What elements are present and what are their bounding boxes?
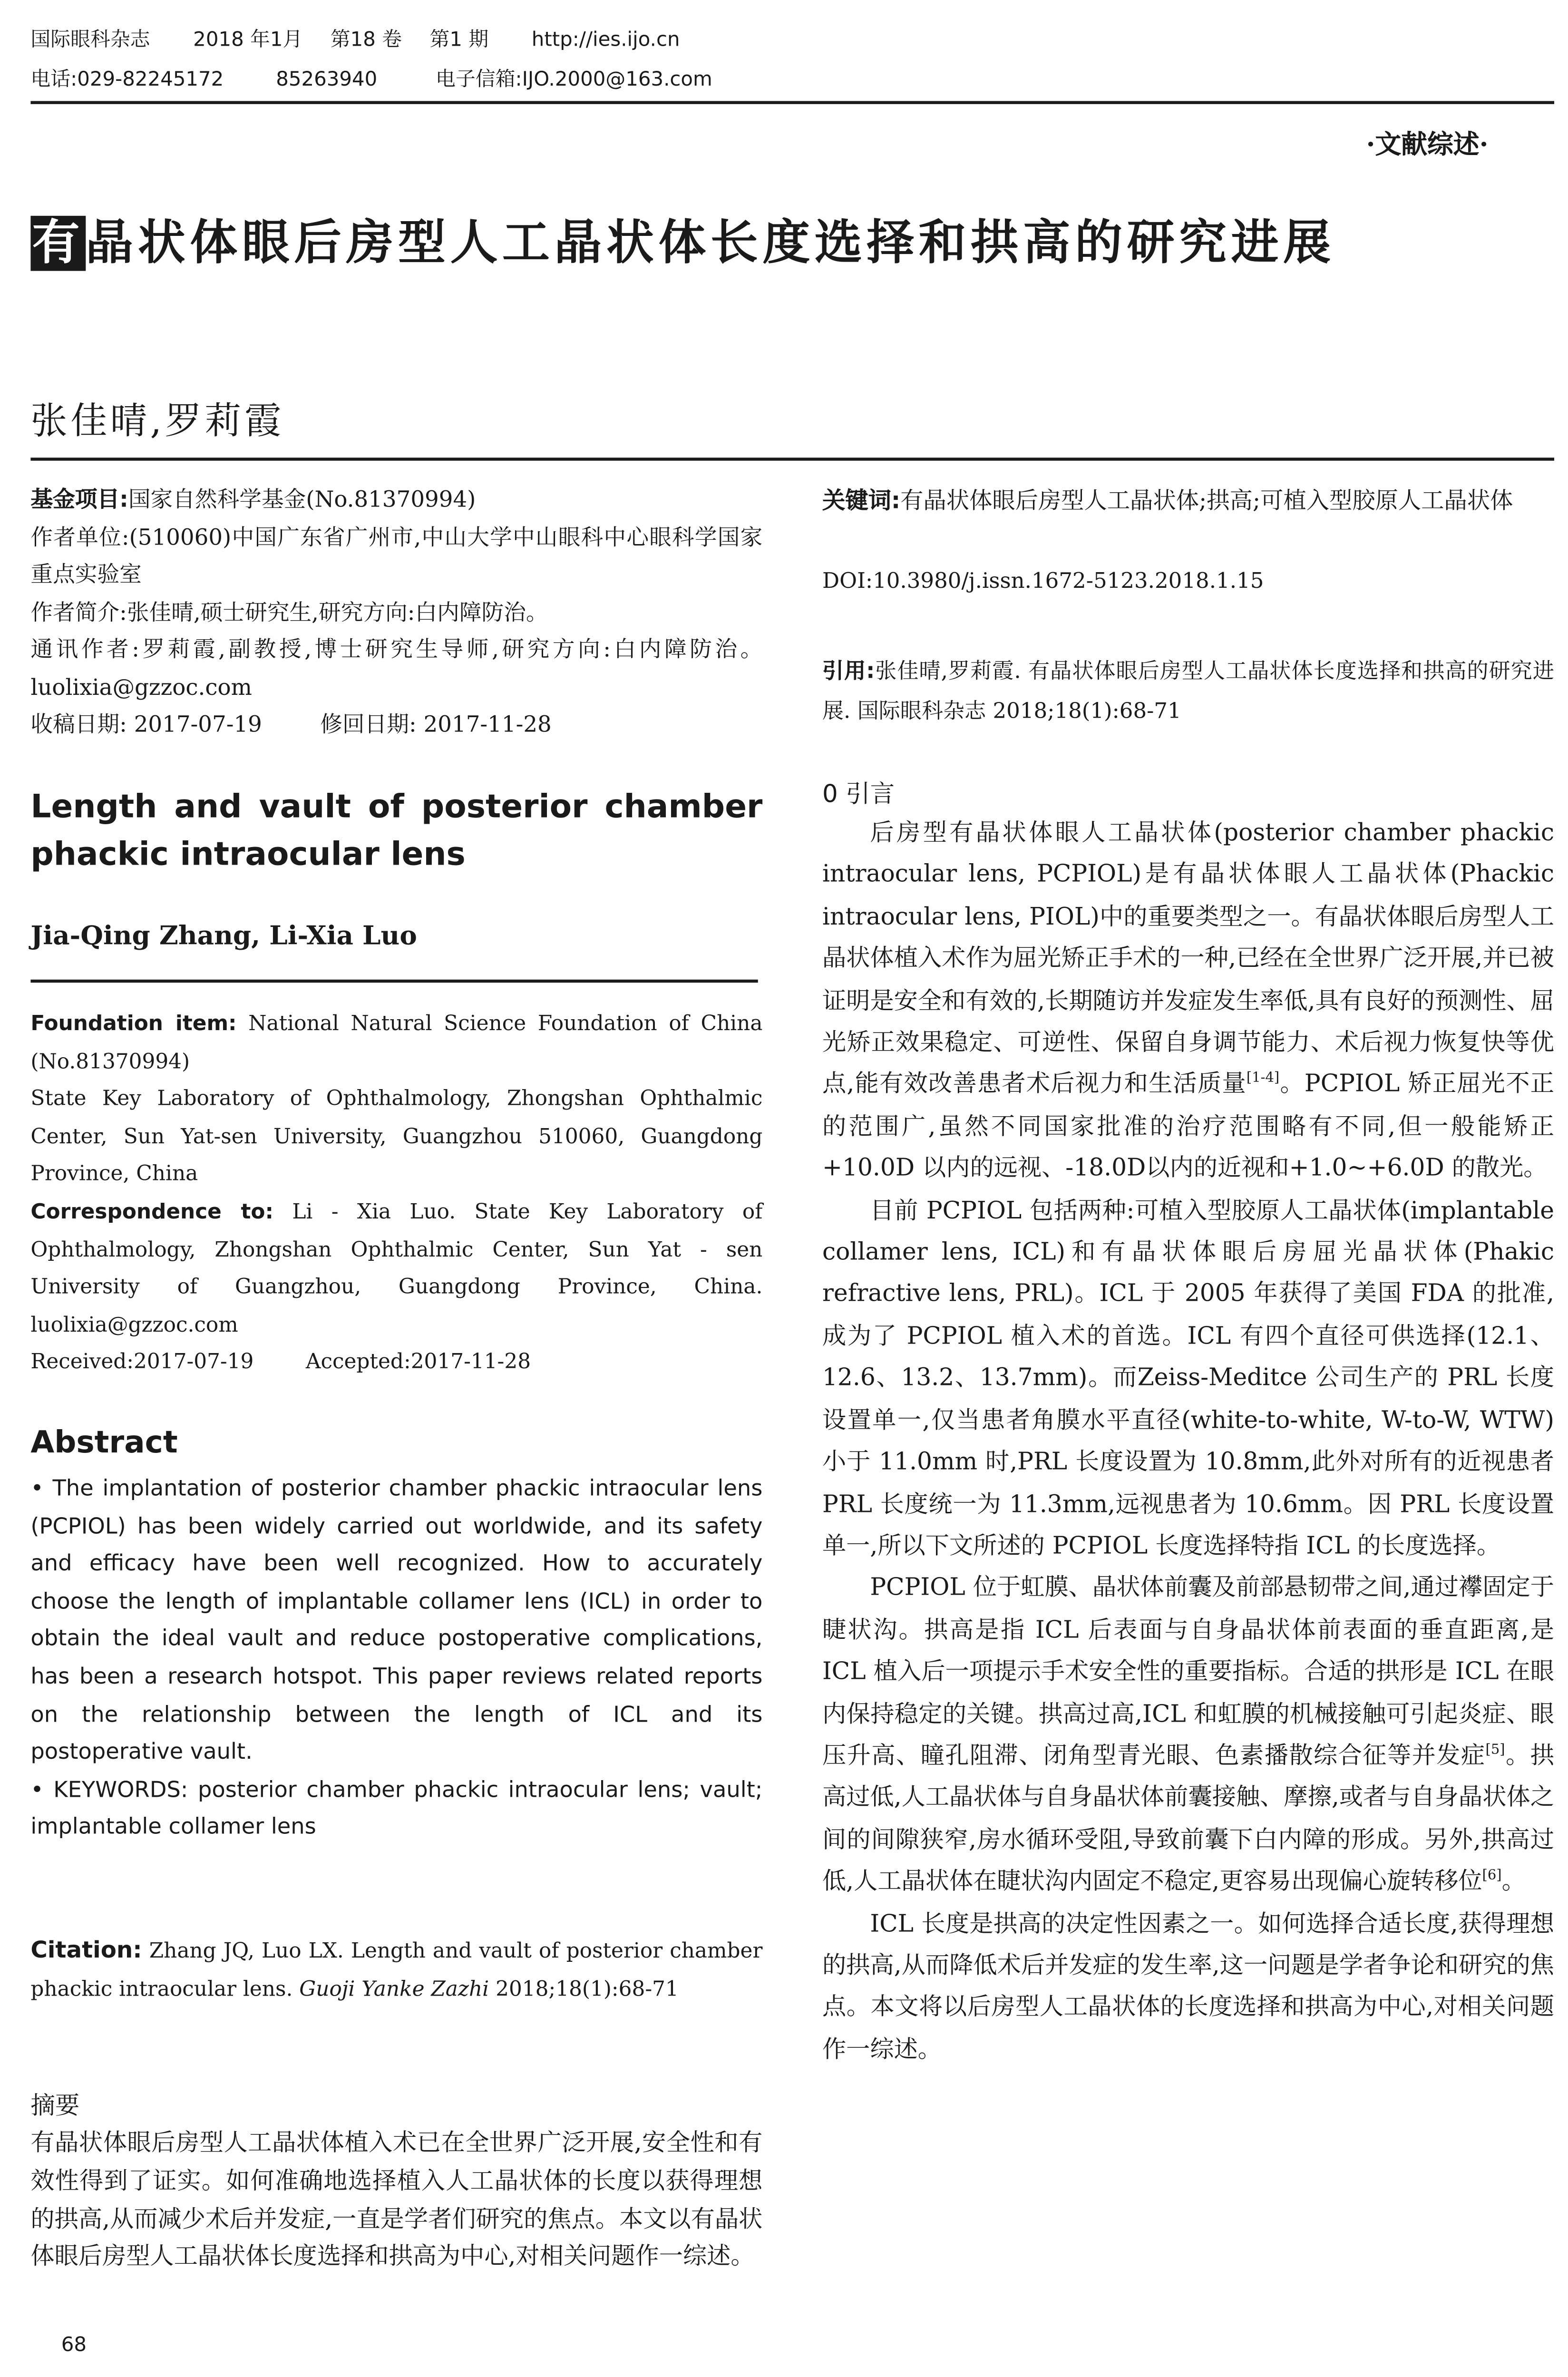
- email[interactable]: 电子信箱:IJO.2000@163.com: [436, 68, 712, 92]
- header-line-1: [30, 28, 680, 55]
- article-title: [30, 205, 1562, 282]
- author-unit: 作者单位:(510060)中国广东省广州市,中山大学中山眼科中心眼科学国家重点实验室: [30, 526, 763, 588]
- keywords: [822, 482, 1554, 520]
- intro-paragraph-1: 后房型有晶状体眼人工晶状体(posterior chamber phackic intraocular lens, PCPIOL)是有晶状体眼人工晶状体(Phackic intraocular lens, PIOL)中的重要类型之一。有晶状体眼后房型人工晶状体植入术作为屈光矫正手术的一种,已经在全世界广泛开展,并已被证明是安全和有效的,长期随访并发症发生率低,具有良好的预测性、屈光矫正效果稳定、可逆性、保留自身调节能力、术后视力恢复快等优点,能有效改善患者术后视力和生活质量[1-4]。PCPIOL 矫正屈光不正的范围广,虽然不同国家批准的治疗范围略有不同,但一般能矫正+10.0D 以内的远视、-18.0D以内的近视和+1.0~+6.0D 的散光。: [822, 818, 1554, 1182]
- header-line-2: [30, 68, 712, 95]
- english-meta: [30, 1005, 762, 1382]
- authors-cn: 张佳晴,罗莉霞: [30, 399, 284, 443]
- doi[interactable]: DOI:10.3980/j.issn.1672-5123.2018.1.15: [822, 569, 1264, 594]
- phone-2: 85263940: [276, 68, 378, 92]
- correspondence: Li - Xia Luo. State Key Laboratory of Ophthalmology, Zhongshan Ophthalmic Center, Sun Yat - sen University of Guangzhou, Guangdong Province, China. luolixia@gzzoc.com: [30, 1200, 763, 1337]
- zhaiyao-heading: 摘要: [30, 2091, 80, 2120]
- volume: 第18 卷: [330, 29, 402, 52]
- fund-label: 基金项目:: [30, 488, 128, 513]
- citation-label: Citation:: [30, 1936, 142, 1964]
- citation-tail: 2018;18(1):68-71: [489, 1977, 679, 2002]
- header-rule: [30, 101, 1554, 104]
- abstract-body: [30, 1471, 762, 1848]
- intro-paragraph-3: PCPIOL 位于虹膜、晶状体前囊及前部悬韧带之间,通过襻固定于睫状沟。拱高是指 ICL 后表面与自身晶状体前表面的垂直距离,是 ICL 植入后一项提示手术安全性的重要指标。合适的拱形是 ICL 在眼内保持稳定的关键。拱高过高,ICL 和虹膜的机械接触可引起炎症、眼压升高、瞳孔阻滞、闭角型青光眼、色素播散综合征等并发症[5]。拱高过低,人工晶状体与自身晶状体前囊接触、摩擦,或者与自身晶状体之间的间隙狭窄,房水循环受阻,导致前囊下白内障的形成。另外,拱高过低,人工晶状体在睫状沟内固定不稳定,更容易出现偏心旋转移位[6]。: [822, 1574, 1554, 1895]
- author-bio: 作者简介:张佳晴,硕士研究生,研究方向:白内障防治。: [30, 601, 548, 625]
- cn-citation: [822, 652, 1554, 731]
- keywords-label: 关键词:: [822, 487, 901, 515]
- keywords-text: 有晶状体眼后房型人工晶状体;拱高;可植入型胶原人工晶状体: [900, 487, 1513, 515]
- english-title: Length and vault of posterior chamber phackic intraocular lens: [30, 788, 763, 873]
- ref-5[interactable]: [5]: [1485, 1743, 1505, 1759]
- ref-1-4[interactable]: [1-4]: [1246, 1072, 1280, 1087]
- en-received: Received:2017-07-19: [30, 1350, 254, 1375]
- intro-paragraph-2: 目前 PCPIOL 包括两种:可植入型胶原人工晶状体(implantable collamer lens, ICL)和有晶状体眼后房屈光晶状体(Phakic refractive lens, PRL)。ICL 于 2005 年获得了美国 FDA 的批准,成为了 PCPIOL 植入术的首选。ICL 有四个直径可供选择(12.1、12.6、13.2、13.7mm)。而Zeiss-Meditce 公司生产的 PRL 长度设置单一,仅当患者角膜水平直径(white-to-white, W-to-W, WTW)小于 11.0mm 时,PRL 长度设置为 10.8mm,此外对所有的近视患者 PRL 长度统一为 11.3mm,远视患者为 10.6mm。因 PRL 长度设置单一,所以下文所述的 PCPIOL 长度选择特指 ICL 的长度选择。: [822, 1196, 1554, 1560]
- intro-heading: 0 引言: [822, 779, 895, 809]
- abstract-heading: Abstract: [30, 1423, 178, 1461]
- abstract-paragraph: • The implantation of posterior chamber phackic intraocular lens (PCPIOL) has been widely carried out worldwide, and its safety and efficacy have been well recognized. How to accurately choose the length of implantable collamer lens (ICL) in order to obtain the ideal vault and reduce postoperative complications, has been a research hotspot. This paper reviews related reports on the relationship between the length of ICL and its postoperative vault.: [30, 1477, 763, 1765]
- citation-text: Zhang JQ, Luo LX. Length and vault of posterior chamber phackic intraocular lens.: [30, 1939, 763, 2002]
- en-dates-line: [30, 1344, 762, 1382]
- revised-date: 修回日期: 2017-11-28: [320, 713, 552, 738]
- intro-paragraph-4: ICL 长度是拱高的决定性因素之一。如何选择合适长度,获得理想的拱高,从而降低术后并发症的发生率,这一问题是学者争论和研究的焦点。本文将以后房型人工晶状体的长度选择和拱高为中心,对相关问题作一综述。: [822, 1909, 1554, 2063]
- journal-name: 国际眼科杂志: [30, 29, 150, 52]
- journal-url[interactable]: http://ies.ijo.cn: [531, 29, 680, 52]
- intro-body: [822, 813, 1554, 2071]
- page-number: 68: [61, 2334, 87, 2358]
- dates-line: [30, 707, 762, 745]
- cn-citation-label: 引用:: [822, 660, 875, 684]
- en-accepted: Accepted:2017-11-28: [305, 1350, 531, 1375]
- affiliation: State Key Laboratory of Ophthalmology, Zhongshan Ophthalmic Center, Sun Yat-sen University, Guangzhou 510060, Guangdong Province, China: [30, 1087, 763, 1187]
- english-authors: Jia-Qing Zhang, Li-Xia Luo: [30, 921, 417, 952]
- corresponding-author: 通讯作者:罗莉霞,副教授,博士研究生导师,研究方向:白内障防治。luolixia@gzzoc.com: [30, 638, 763, 701]
- issue: 第1 期: [429, 29, 489, 52]
- correspondence-line: [30, 1194, 762, 1344]
- title-rest: 晶状体眼后房型人工晶状体长度选择和拱高的研究进展: [86, 215, 1335, 271]
- foundation: National Natural Science Foundation of China (No.81370994): [30, 1012, 763, 1074]
- foundation-label: Foundation item:: [30, 1012, 237, 1036]
- section-tag: ·文献综述·: [1366, 130, 1489, 161]
- citation-journal: Guoji Yanke Zazhi: [299, 1977, 489, 2002]
- phone: 电话:029-82245172: [30, 68, 224, 92]
- received-date: 收稿日期: 2017-07-19: [30, 713, 262, 738]
- title-first-char: 有: [30, 216, 86, 271]
- cn-citation-text: 张佳晴,罗莉霞. 有晶状体眼后房型人工晶状体长度选择和拱高的研究进展. 国际眼科杂志 2018;18(1):68-71: [822, 660, 1554, 724]
- ref-6[interactable]: [6]: [1482, 1869, 1502, 1884]
- fund: 国家自然科学基金(No.81370994): [128, 488, 476, 513]
- abstract-keywords: • KEYWORDS: posterior chamber phackic intraocular lens; vault; implantable collamer lens: [30, 1778, 763, 1841]
- zhaiyao-body: 有晶状体眼后房型人工晶状体植入术已在全世界广泛开展,安全性和有效性得到了证实。如何准确地选择植入人工晶状体的长度以获得理想的拱高,从而减少术后并发症,一直是学者们研究的焦点。本文以有晶状体眼后房型人工晶状体长度选择和拱高为中心,对相关问题作一综述。: [30, 2129, 763, 2270]
- left-meta: [30, 482, 762, 745]
- fund-line: [30, 482, 762, 520]
- issue-date: 2018 年1月: [193, 29, 303, 52]
- citation: [30, 1931, 762, 2008]
- english-authors-rule: [30, 980, 758, 982]
- title-rule: [30, 458, 1554, 460]
- correspondence-label: Correspondence to:: [30, 1200, 274, 1225]
- foundation-line: [30, 1005, 762, 1081]
